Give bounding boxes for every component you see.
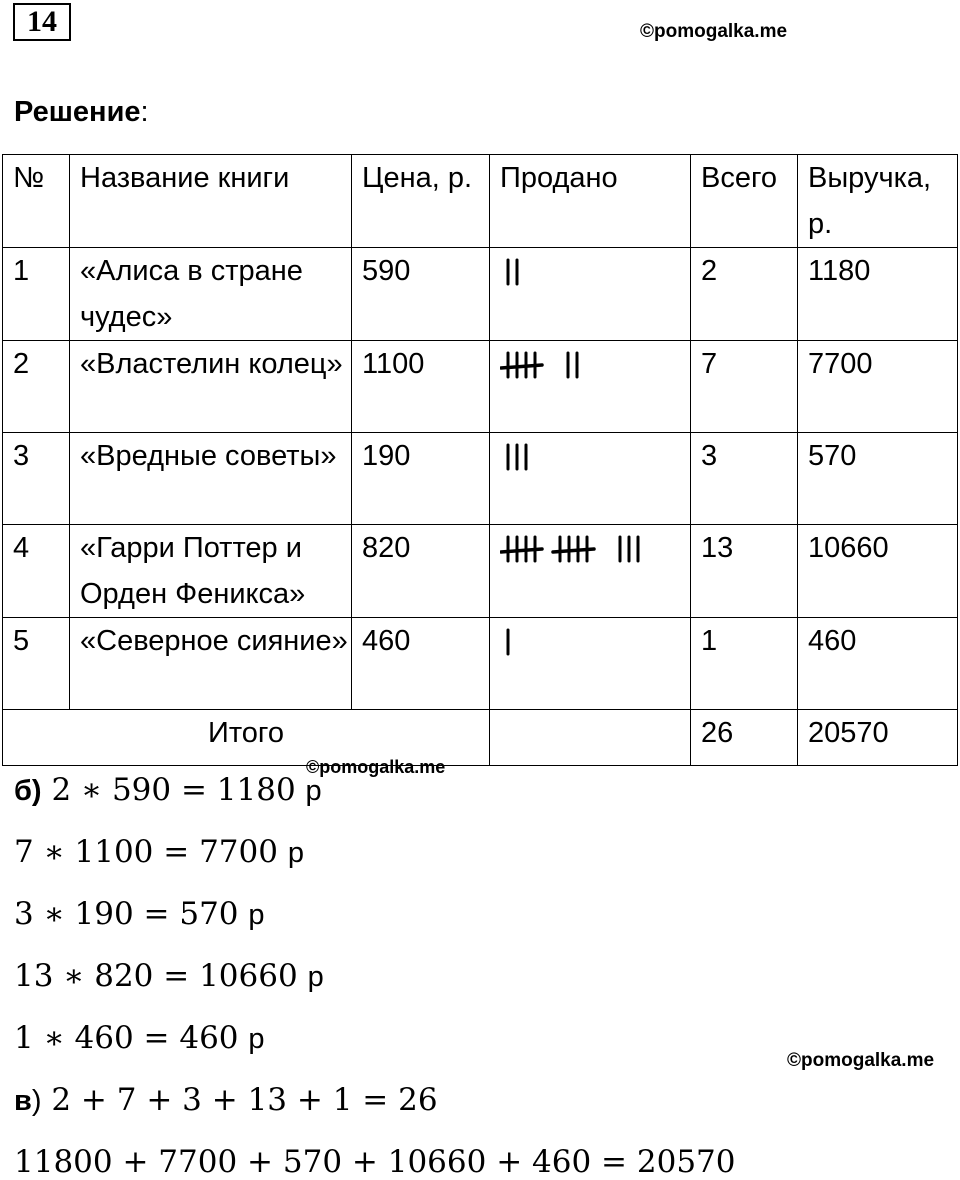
equation-expr: 2 ∗ 590 = 1180: [51, 772, 296, 808]
cell-tally: [490, 618, 691, 710]
equation-expr: 13 ∗ 820 = 10660: [14, 958, 298, 994]
footer-label: Итого: [3, 710, 490, 766]
solution-heading-colon: :: [140, 96, 149, 128]
header-title: Название книги: [70, 155, 352, 248]
cell-price: 1100: [352, 341, 490, 433]
table-footer-row: [3, 710, 958, 766]
watermark-middle: ©pomogalka.me: [306, 757, 446, 777]
watermark-top: ©pomogalka.me: [640, 21, 788, 42]
table-row: [3, 618, 958, 710]
equation-unit: р: [307, 961, 324, 993]
table-header-row: [3, 155, 958, 248]
tally-marks: [500, 341, 690, 387]
cell-total: 13: [691, 525, 798, 618]
equation-label-suffix: ): [31, 1085, 42, 1117]
equation-line: [14, 896, 265, 932]
table-row: [3, 525, 958, 618]
cell-num: 2: [3, 341, 70, 433]
cell-total: 7: [691, 341, 798, 433]
cell-price: 820: [352, 525, 490, 618]
footer-revenue: 20570: [798, 710, 958, 766]
cell-price: 590: [352, 248, 490, 341]
equation-unit: р: [248, 1023, 265, 1055]
watermark-bottom: ©pomogalka.me: [787, 1050, 935, 1071]
cell-revenue: 1180: [798, 248, 958, 341]
cell-total: 1: [691, 618, 798, 710]
header-revenue: Выручка, р.: [798, 155, 958, 248]
footer-total: 26: [691, 710, 798, 766]
task-number: 14: [13, 3, 71, 41]
cell-total: 2: [691, 248, 798, 341]
cell-price: 190: [352, 433, 490, 525]
footer-empty: [490, 710, 691, 766]
equation-line: [14, 1082, 438, 1118]
cell-tally: [490, 525, 691, 618]
cell-tally: [490, 341, 691, 433]
equation-expr: 3 ∗ 190 = 570: [14, 896, 239, 932]
table-row: [3, 433, 958, 525]
cell-num: 3: [3, 433, 70, 525]
cell-title: «Алиса в стране чудес»: [70, 248, 352, 341]
equation-line: [14, 772, 322, 808]
equation-label: б): [14, 775, 42, 807]
equation-label: в: [14, 1085, 32, 1117]
cell-price: 460: [352, 618, 490, 710]
equation-unit: р: [305, 775, 322, 807]
cell-revenue: 460: [798, 618, 958, 710]
cell-title: «Северное сияние»: [70, 618, 352, 710]
tally-marks: [500, 525, 690, 571]
cell-tally: [490, 433, 691, 525]
cell-tally: [490, 248, 691, 341]
solution-heading: [14, 96, 149, 129]
solution-heading-text: Решение: [14, 96, 141, 128]
equation-line: [14, 1020, 265, 1056]
equation-expr: 7 ∗ 1100 = 7700: [14, 834, 278, 870]
header-total: Всего: [691, 155, 798, 248]
cell-num: 1: [3, 248, 70, 341]
cell-total: 3: [691, 433, 798, 525]
table-row: [3, 341, 958, 433]
cell-title: «Вредные советы»: [70, 433, 352, 525]
equation-expr: 1 ∗ 460 = 460: [14, 1020, 239, 1056]
header-sold: Продано: [490, 155, 691, 248]
tally-marks: [500, 248, 690, 294]
cell-title: «Гарри Поттер и Орден Феникса»: [70, 525, 352, 618]
equation-unit: р: [248, 899, 265, 931]
books-table: [2, 154, 958, 766]
tally-marks: [500, 618, 690, 664]
cell-num: 5: [3, 618, 70, 710]
equation-line: [14, 958, 324, 994]
cell-revenue: 10660: [798, 525, 958, 618]
cell-revenue: 570: [798, 433, 958, 525]
equation-line: [14, 1144, 736, 1180]
equation-expr: 11800 + 7700 + 570 + 10660 + 460 = 20570: [14, 1144, 736, 1180]
equation-unit: р: [287, 837, 304, 869]
tally-marks: [500, 433, 690, 479]
cell-title: «Властелин колец»: [70, 341, 352, 433]
equation-line: [14, 834, 304, 870]
cell-revenue: 7700: [798, 341, 958, 433]
header-price: Цена, р.: [352, 155, 490, 248]
equation-expr: 2 + 7 + 3 + 13 + 1 = 26: [51, 1082, 438, 1118]
table-row: [3, 248, 958, 341]
header-num: №: [3, 155, 70, 248]
cell-num: 4: [3, 525, 70, 618]
